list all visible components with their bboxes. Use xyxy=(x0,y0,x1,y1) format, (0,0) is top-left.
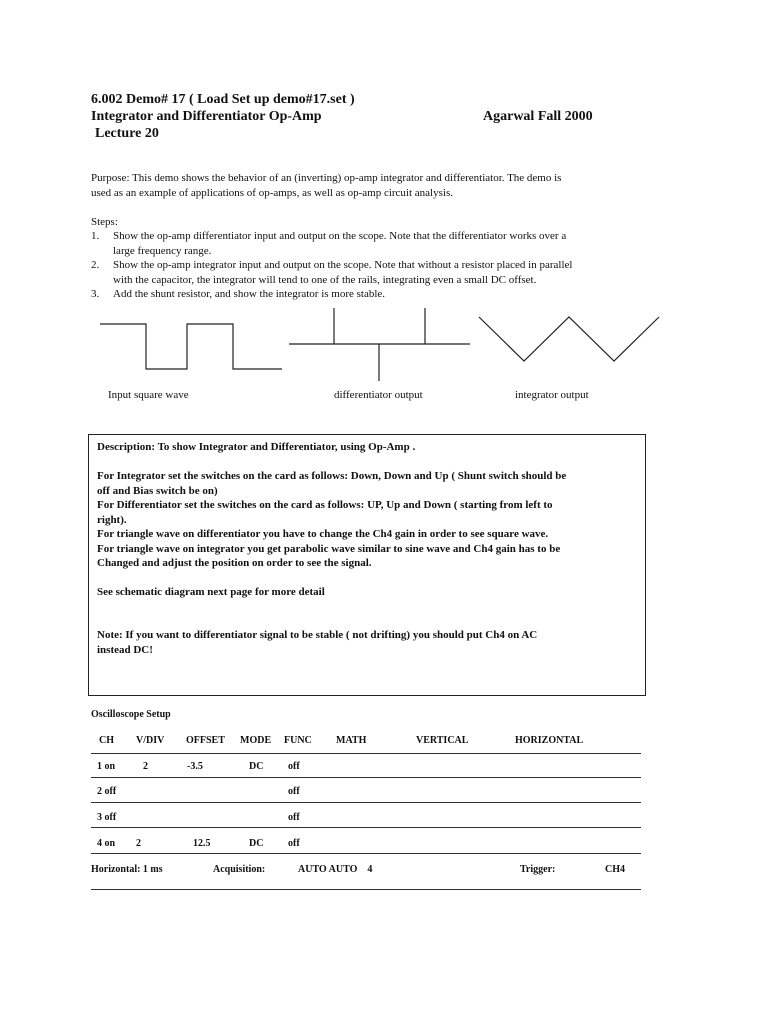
description-box xyxy=(88,434,646,696)
col-header-horizontal: HORIZONTAL xyxy=(515,735,584,746)
differentiator-output xyxy=(289,308,470,381)
cell-func: off xyxy=(288,812,300,823)
trigger-label: Trigger: xyxy=(520,864,556,875)
cell-func: off xyxy=(288,786,300,797)
acquisition-value: AUTO AUTO 4 xyxy=(298,864,373,875)
col-header-mode: MODE xyxy=(240,735,272,746)
cell-mode: DC xyxy=(249,761,264,772)
table-rule xyxy=(91,827,641,828)
description-line: Note: If you want to differentiator signal to be stable ( not drifting) you should put Ch4 on AC xyxy=(97,629,538,641)
step-number: 2. xyxy=(91,259,100,271)
col-header-vdiv: V/DIV xyxy=(136,735,165,746)
description-line: instead DC! xyxy=(97,643,153,656)
col-header-vertical: VERTICAL xyxy=(416,735,469,746)
cell-vdiv: 2 xyxy=(143,761,148,772)
description-line: right). xyxy=(97,513,127,526)
description-line: Description: To show Integrator and Differentiator, using Op-Amp . xyxy=(97,441,416,453)
integrator-output-label: integrator output xyxy=(515,389,589,401)
horizontal-setting: Horizontal: 1 ms xyxy=(91,864,163,875)
trigger-value: CH4 xyxy=(605,864,625,875)
table-rule xyxy=(91,889,641,890)
table-rule xyxy=(91,753,641,754)
acquisition-label: Acquisition: xyxy=(213,864,266,875)
description-line: For Differentiator set the switches on the card as follows: UP, Up and Down ( starting from left to xyxy=(97,499,553,511)
cell-ch: 1 on xyxy=(97,761,116,772)
input-square-wave xyxy=(100,324,282,369)
doc-author: Agarwal Fall 2000 xyxy=(483,109,593,124)
table-rule xyxy=(91,853,641,854)
purpose-line-2: used as an example of applications of op-amps, as well as op-amp circuit analysis. xyxy=(91,186,453,199)
steps-title: Steps: xyxy=(91,216,118,228)
doc-title: 6.002 Demo# 17 ( Load Set up demo#17.set ) xyxy=(91,92,355,107)
cell-ch: 4 on xyxy=(97,838,116,849)
table-rule xyxy=(91,802,641,803)
description-line: For triangle wave on differentiator you have to change the Ch4 gain in order to see square wave. xyxy=(97,528,549,540)
col-header-func: FUNC xyxy=(284,735,312,746)
cell-offset: 12.5 xyxy=(193,838,211,849)
cell-ch: 2 off xyxy=(97,786,117,797)
step-text-cont: large frequency range. xyxy=(113,244,212,257)
step-number: 3. xyxy=(91,288,100,300)
input-square-wave-label: Input square wave xyxy=(108,389,189,401)
table-rule xyxy=(91,777,641,778)
description-line: See schematic diagram next page for more detail xyxy=(97,586,325,598)
cell-func: off xyxy=(288,761,300,772)
cell-offset: -3.5 xyxy=(187,761,203,772)
step-text: Show the op-amp differentiator input and output on the scope. Note that the differentiator works over a xyxy=(113,230,567,242)
waveform-figures xyxy=(0,0,768,420)
step-text-cont: with the capacitor, the integrator will tend to one of the rails, integrating even a small DC offset. xyxy=(113,273,537,286)
description-line: off and Bias switch be on) xyxy=(97,484,218,497)
description-line: For Integrator set the switches on the card as follows: Down, Down and Up ( Shunt switch should be xyxy=(97,470,567,482)
cell-mode: DC xyxy=(249,838,264,849)
scope-title: Oscilloscope Setup xyxy=(91,709,171,720)
col-header-ch: CH xyxy=(99,735,114,746)
col-header-math: MATH xyxy=(336,735,367,746)
integrator-output xyxy=(479,317,659,361)
cell-vdiv: 2 xyxy=(136,838,141,849)
doc-subtitle: Integrator and Differentiator Op-Amp xyxy=(91,109,322,124)
cell-ch: 3 off xyxy=(97,812,117,823)
step-text: Show the op-amp integrator input and output on the scope. Note that without a resistor placed in parallel xyxy=(113,259,573,271)
step-text: Add the shunt resistor, and show the integrator is more stable. xyxy=(113,288,386,300)
description-line: Changed and adjust the position on order to see the signal. xyxy=(97,557,372,569)
cell-func: off xyxy=(288,838,300,849)
description-line: For triangle wave on integrator you get parabolic wave similar to sine wave and Ch4 gain has to be xyxy=(97,542,561,555)
purpose-line-1: Purpose: This demo shows the behavior of an (inverting) op-amp integrator and differentiator. The demo is xyxy=(91,172,562,184)
doc-lecture: Lecture 20 xyxy=(95,126,159,141)
differentiator-output-label: differentiator output xyxy=(334,389,423,401)
step-number: 1. xyxy=(91,230,100,242)
col-header-offset: OFFSET xyxy=(186,735,225,746)
